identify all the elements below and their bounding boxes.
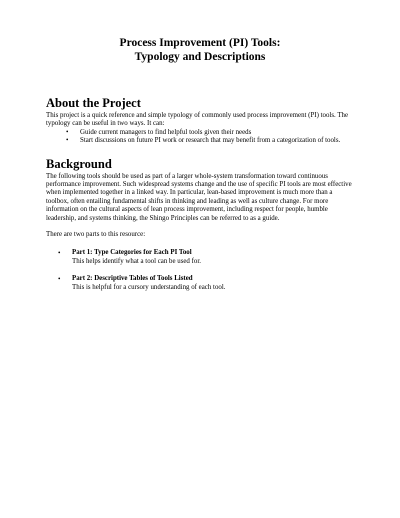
document-title-line-1: Process Improvement (PI) Tools: (119, 37, 281, 49)
about-heading: About the Project (46, 96, 141, 110)
part-2-title: • Part 2: Descriptive Tables of Tools Listed (72, 275, 193, 283)
part-1-description: This helps identify what a tool can be used for. (72, 257, 201, 265)
background-heading: Background (46, 156, 112, 171)
background-paragraph: The following tools should be used as part of a larger whole-system transformation toward continuous performance improvement. Such widespread systems change and the use of specific PI tools are most effective when implemented together in a linked way. In particular, lean-based improvement is much more than a toolbox, often entailing fundamental shifts in thinking and leading as well as culture change. For more information on the cultural aspects of lean process improvement, including respect for people, humble leadership, and systems thinking, the Shingo Principles can be referred to as a guide. (46, 172, 352, 222)
parts-intro: There are two parts to this resource: (46, 231, 146, 239)
about-bullet-2: • Start discussions on future PI work or research that may benefit from a categorization of tools. (66, 137, 354, 145)
title-block (46, 36, 354, 64)
part-item-1 (58, 249, 354, 266)
section-about (46, 96, 354, 146)
section-background (46, 157, 354, 292)
part-item-2 (58, 275, 354, 292)
parts-list (46, 249, 354, 292)
part-2-description: This is helpful for a cursory understanding of each tool. (72, 283, 226, 291)
about-bullet-1: • Guide current managers to find helpful tools given their needs (66, 129, 354, 137)
about-intro: This project is a quick reference and simple typology of commonly used process improvement (PI) tools. The typology can be useful in two ways. It can: (46, 112, 349, 128)
about-bullet-list (46, 129, 354, 146)
paragraph-spacer (46, 223, 354, 231)
part-1-title: • Part 1: Type Categories for Each PI Tool (72, 249, 192, 257)
document-title-line-2: Typology and Descriptions (134, 51, 266, 63)
